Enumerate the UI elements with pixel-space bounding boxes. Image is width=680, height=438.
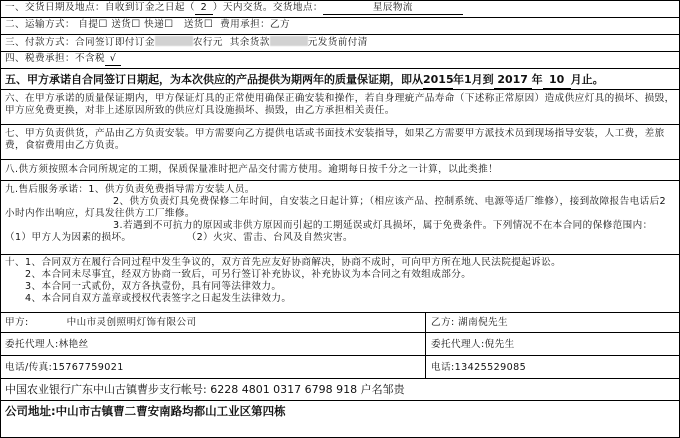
party-b-cell bbox=[427, 313, 679, 332]
dispute-line1: 十、1、合同双方在履行合同过程中发生争议的，双方首先应友好协商解决，协商不成时，可向甲方所在地人民法院提起诉讼。 bbox=[5, 257, 562, 268]
transport-option-delivery: 送货 bbox=[111, 19, 132, 30]
after-sales-exclusion1: （1）甲方人为因素的损坏。 bbox=[5, 232, 132, 243]
party-b-agent: 委托代理人:倪先生 bbox=[431, 339, 515, 350]
quality-row bbox=[1, 90, 679, 125]
checkbox-icon: ☐ bbox=[98, 19, 108, 30]
delivery-row bbox=[1, 1, 679, 18]
payment-label: 三、付款方式：合同签订即付订金 bbox=[5, 37, 155, 48]
warranty-text: 五、甲方承诺自合同签订日期起，为本次供应的产品提供为期两年的质量保证期，即从 bbox=[5, 73, 423, 86]
checkbox-icon: ☐ bbox=[131, 19, 141, 30]
party-a-agent-cell bbox=[1, 333, 426, 355]
installation-row bbox=[1, 125, 679, 160]
installation-text: 七、甲方负责供货，产品由乙方负责安装。甲方需要向乙方提供电话或书面技术安装指导，如果乙方需要甲方派技术员到现场指导安装，人工费，差旅费，食宿费用由乙方负责。 bbox=[5, 128, 665, 151]
dispute-line2: 2、本合同未尽事宜，经双方协商一致后，可另行签订补充协议，补充协议为本合同之有效组成部分。 bbox=[25, 269, 472, 280]
party-b-agent-cell bbox=[427, 333, 679, 355]
tax-row bbox=[1, 52, 679, 69]
warranty-year-start: 2015 bbox=[423, 71, 453, 89]
party-b-phone-cell bbox=[427, 356, 679, 378]
warranty-year-end: 2017 bbox=[494, 71, 532, 89]
payment-mid2: 其余货款 bbox=[229, 37, 270, 48]
tax-label: 四、税费承担： bbox=[5, 53, 75, 64]
warranty-year-label: 年 bbox=[531, 73, 543, 86]
party-a-phone-cell bbox=[1, 356, 426, 378]
dispute-line4: 4、本合同自双方盖章或授权代表签字之日起发生法律效力。 bbox=[25, 293, 292, 304]
transport-option-express: 快递 bbox=[144, 19, 165, 30]
checkbox-icon: ☐ bbox=[164, 19, 174, 30]
after-sales-line4 bbox=[5, 232, 675, 244]
party-a-label: 甲方: bbox=[5, 317, 29, 328]
party-a-cell bbox=[1, 313, 426, 332]
party-name-row bbox=[1, 313, 679, 333]
warranty-end: 月止。 bbox=[570, 73, 604, 86]
checkbox-icon: ☐ bbox=[203, 19, 214, 30]
after-sales-line1: 九.售后服务承诺：1、供方负责免费指导需方安装人员。 bbox=[5, 184, 255, 195]
party-b-phone: 电话:13425529085 bbox=[431, 362, 527, 373]
address-row bbox=[1, 401, 679, 421]
agent-row bbox=[1, 333, 679, 356]
payment-row bbox=[1, 35, 679, 52]
warranty-month-start: 年1月到 bbox=[453, 73, 494, 86]
delivery-place: 星辰物流 bbox=[323, 2, 463, 15]
delivery-terms-row bbox=[1, 160, 679, 181]
party-b-name: 湖南倪先生 bbox=[458, 317, 509, 328]
bank-account: 中国农业银行广东中山古镇曹步支行帐号: 6228 4801 0317 6798 918 户名邹贵 bbox=[5, 383, 405, 396]
delivery-label: 一、交货日期及地点：自收到订金之日起（ bbox=[5, 2, 195, 13]
warranty-row bbox=[1, 69, 679, 90]
after-sales-exclusion2: （2）火灾、雷击、台风及自然灾害。 bbox=[186, 232, 354, 243]
delivery-days: 2 bbox=[195, 2, 213, 15]
delivery-middle: ）天内交货。交货地点： bbox=[212, 2, 323, 13]
tax-value: 不含税 bbox=[74, 53, 105, 64]
payment-mid: 农行元 bbox=[192, 37, 223, 48]
party-a-name: 中山市灵创照明灯饰有限公司 bbox=[66, 317, 197, 328]
dispute-row bbox=[1, 255, 679, 313]
after-sales-line2: 2、供方负责灯具免费保修二年时间，自安装之日起计算；（相应该产品、控制系统、电源等适厂维修），接到故障报告电话后2小时内作出响应，灯具发往供方工厂维修。 bbox=[5, 196, 667, 219]
delivery-terms-text: 八.供方须按照本合同所规定的工期，保质保量准时把产品交付需方使用。逾期每日按千分之一计算，以此类推！ bbox=[5, 164, 499, 175]
party-a-agent: 委托代理人:林艳丝 bbox=[5, 339, 89, 350]
redacted-amount bbox=[270, 36, 308, 46]
bank-row bbox=[1, 379, 679, 401]
transport-option-delivery2: 送货 bbox=[183, 19, 204, 30]
after-sales-line3: 3.若遇到不可抗力的原因或非供方原因而引起的工期延误或灯具损坏，属于免费条件。下列情况不在本合同的保修范围内： bbox=[113, 220, 653, 231]
after-sales-row bbox=[1, 181, 679, 255]
redacted-amount bbox=[155, 36, 193, 46]
transport-fee: 费用承担：乙方 bbox=[220, 19, 291, 30]
dispute-line3: 3、本合同一式贰份，双方各执壹份，具有同等法律效力。 bbox=[25, 281, 282, 292]
quality-text: 六、在甲方承诺的质量保证期内，甲方保证灯具的正常使用确保正确安装和操作，若自身理疵产品寿命（下述称正常原因）造成供应灯具的损坏、损毁，甲方应免费更换，对非上述原因所致的供应灯具设施损坏、损毁，由乙方承担相关责任。 bbox=[5, 93, 675, 116]
party-b-label: 乙方: bbox=[431, 317, 455, 328]
payment-tail: 元发货前付清 bbox=[307, 37, 368, 48]
transport-row bbox=[1, 18, 679, 35]
company-address: 公司地址:中山市古镇曹二曹安南路均都山工业区第四栋 bbox=[5, 404, 286, 418]
transport-label: 二、运输方式： bbox=[5, 19, 75, 30]
warranty-month-end: 10 bbox=[543, 71, 571, 89]
tax-mark: √ bbox=[105, 53, 121, 66]
transport-option-self: 自提 bbox=[78, 19, 99, 30]
phone-row bbox=[1, 356, 679, 379]
party-a-phone: 电话/传真:15767759021 bbox=[5, 362, 124, 373]
